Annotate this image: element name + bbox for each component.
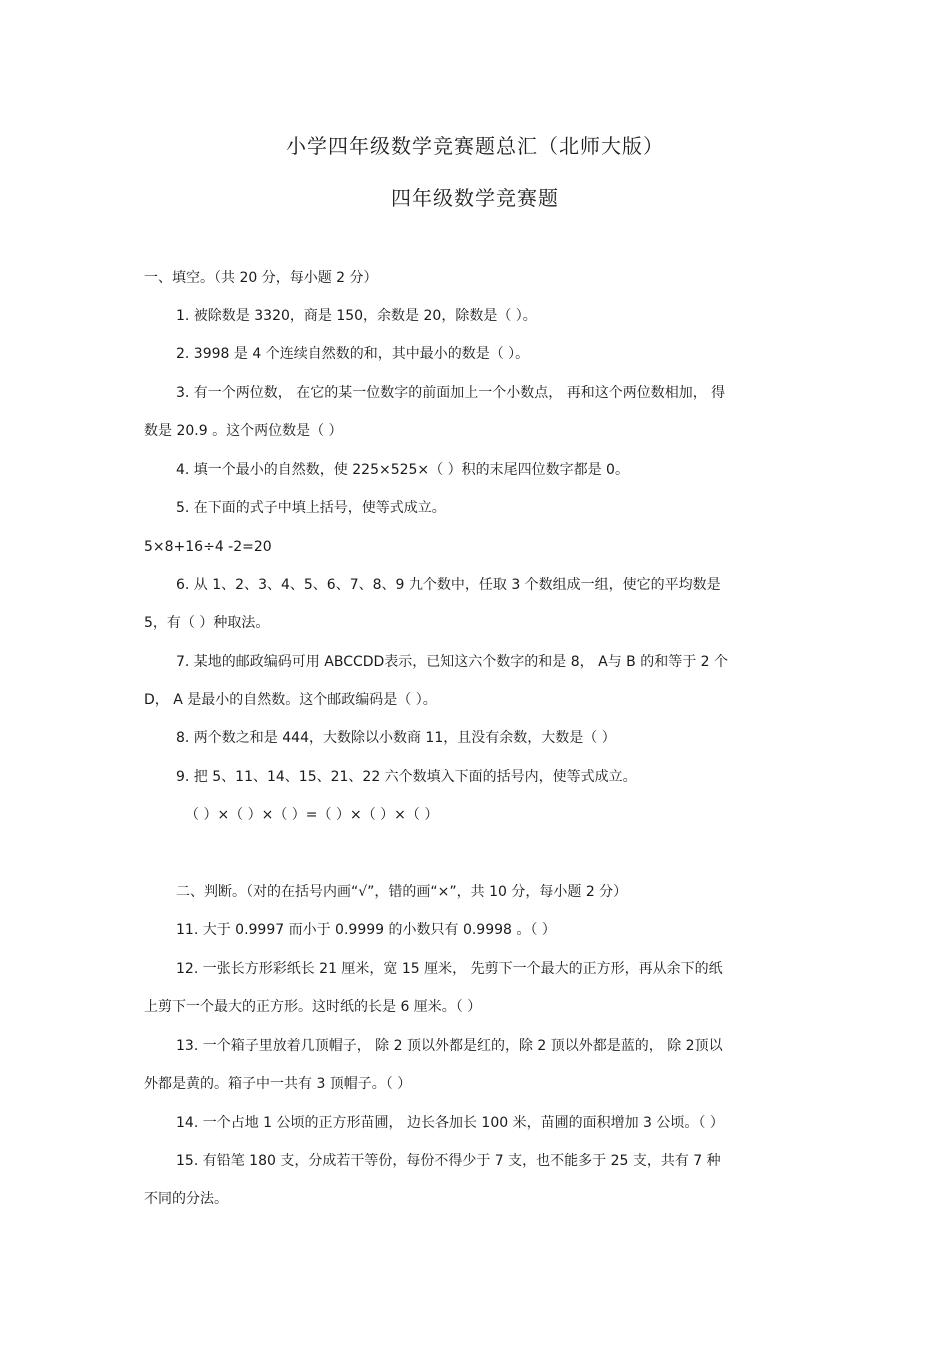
question-12-line-1: 12. 一张长方形彩纸长 21 厘米，宽 15 厘米， 先剪下一个最大的正方形，再从余下的纸 — [176, 961, 723, 977]
question-13-line-2: 外都是黄的。箱子中一共有 3 顶帽子。（ ） — [144, 1076, 412, 1092]
question-9: 9. 把 5、11、14、15、21、22 六个数填入下面的括号内，使等式成立。 — [176, 769, 637, 785]
question-8: 8. 两个数之和是 444，大数除以小数商 11，且没有余数，大数是（ ） — [176, 730, 616, 746]
main-title: 小学四年级数学竞赛题总汇（北师大版） — [286, 134, 664, 158]
question-3-line-2: 数是 20.9 。这个两位数是（ ） — [144, 423, 343, 439]
question-7-line-2: D， A 是最小的自然数。这个邮政编码是（ ）。 — [144, 692, 437, 708]
question-4: 4. 填一个最小的自然数，使 225×525×（ ）积的末尾四位数字都是 0。 — [176, 462, 629, 478]
question-1: 1. 被除数是 3320，商是 150，余数是 20，除数是（ ）。 — [176, 308, 537, 324]
question-6-line-2: 5，有（ ）种取法。 — [144, 615, 270, 631]
question-11: 11. 大于 0.9997 而小于 0.9999 的小数只有 0.9998 。（ ） — [176, 922, 556, 938]
sub-title: 四年级数学竞赛题 — [391, 186, 559, 210]
question-12-line-2: 上剪下一个最大的正方形。这时纸的长是 6 厘米。（ ） — [144, 999, 482, 1015]
question-15-line-1: 15. 有铅笔 180 支，分成若干等份，每份不得少于 7 支，也不能多于 25 支，共有 7 种 — [176, 1153, 721, 1169]
question-6-line-1: 6. 从 1、2、3、4、5、6、7、8、9 九个数中，任取 3 个数组成一组，使它的平均数是 — [176, 577, 721, 593]
section-1-heading: 一、填空。（共 20 分，每小题 2 分） — [144, 270, 378, 286]
question-7-line-1: 7. 某地的邮政编码可用 ABCCDD表示，已知这六个数字的和是 8， A与 B 的和等于 2 个 — [176, 654, 729, 670]
question-14: 14. 一个占地 1 公顷的正方形苗圃， 边长各加长 100 米，苗圃的面积增加 3 公顷。（ ） — [176, 1115, 724, 1131]
question-13-line-1: 13. 一个箱子里放着几顶帽子， 除 2 顶以外都是红的，除 2 顶以外都是蓝的， 除 2顶以 — [176, 1038, 723, 1054]
question-2: 2. 3998 是 4 个连续自然数的和，其中最小的数是（ ）。 — [176, 346, 530, 362]
question-5: 5. 在下面的式子中填上括号，使等式成立。 — [176, 500, 446, 516]
question-3-line-1: 3. 有一个两位数， 在它的某一位数字的前面加上一个小数点， 再和这个两位数相加， 得 — [176, 385, 726, 401]
section-2-heading: 二、判断。（对的在括号内画“√”，错的画“×”，共 10 分，每小题 2 分） — [176, 884, 628, 900]
question-9-expression: （ ）×（ ）×（ ）=（ ）×（ ）×（ ） — [185, 807, 439, 823]
question-5-expression: 5×8+16÷4 -2=20 — [144, 539, 272, 555]
question-15-line-2: 不同的分法。 — [144, 1191, 228, 1207]
